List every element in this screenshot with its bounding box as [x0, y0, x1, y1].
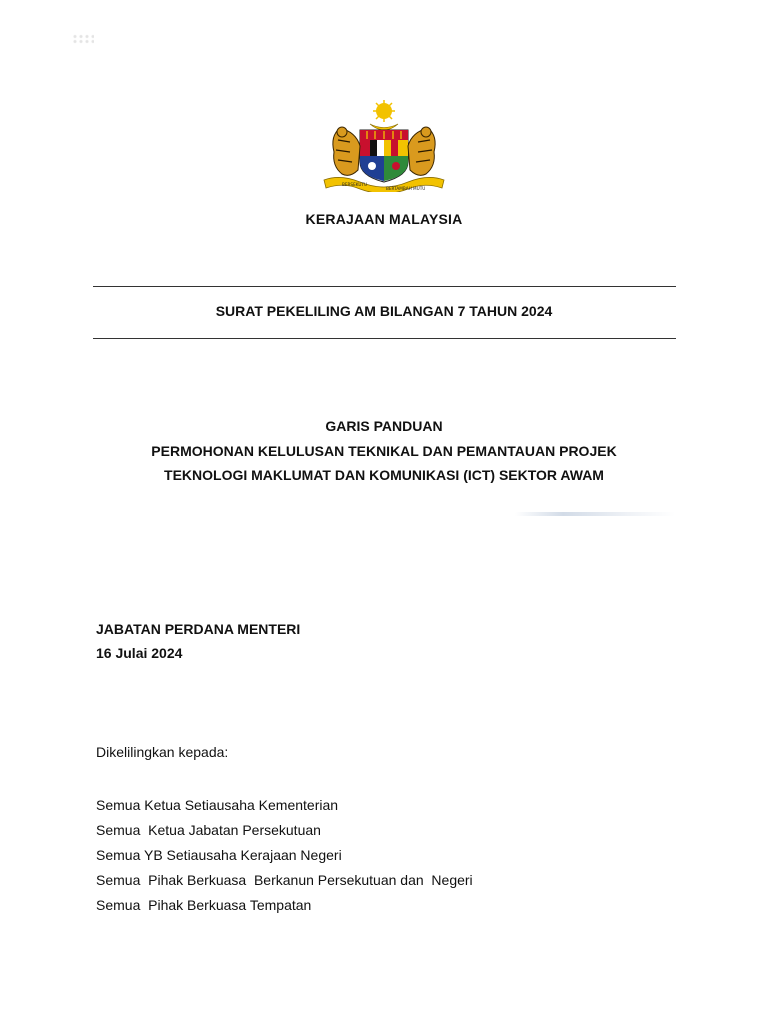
guideline-line-3: TEKNOLOGI MAKLUMAT DAN KOMUNIKASI (ICT) SEKTOR AWAM — [164, 467, 604, 483]
recipient-list — [96, 793, 473, 918]
scan-speck — [72, 34, 94, 44]
issue-date: 16 Julai 2024 — [96, 645, 183, 661]
recipient-item: Semua Pihak Berkuasa Berkanun Persekutuan dan Negeri — [96, 872, 473, 888]
guideline-line-2: PERMOHONAN KELULUSAN TEKNIKAL DAN PEMANTAUAN PROJEK — [151, 442, 617, 459]
issuer-block — [96, 617, 300, 665]
crest-motto-right: BERTAMBAH MUTU — [386, 186, 426, 191]
coat-of-arms-icon — [320, 100, 448, 192]
recipient-item: Semua Ketua Setiausaha Kementerian — [96, 797, 339, 813]
crest-motto-left: BERSEKUTU — [342, 182, 368, 187]
recipient-item: Semua YB Setiausaha Kerajaan Negeri — [96, 847, 342, 863]
guideline-title-block — [0, 414, 768, 488]
bottom-rule — [93, 338, 676, 339]
scan-smudge — [515, 512, 675, 516]
top-rule — [93, 286, 676, 287]
government-title: KERAJAAN MALAYSIA — [305, 211, 463, 227]
circulation-intro: Dikelilingkan kepada: — [96, 744, 229, 760]
recipient-item: Semua Ketua Jabatan Persekutuan — [96, 822, 321, 838]
department-name: JABATAN PERDANA MENTERI — [96, 621, 301, 637]
circular-title: SURAT PEKELILING AM BILANGAN 7 TAHUN 2024 — [215, 303, 553, 319]
guideline-line-1: GARIS PANDUAN — [325, 418, 443, 434]
recipient-item: Semua Pihak Berkuasa Tempatan — [96, 897, 312, 913]
